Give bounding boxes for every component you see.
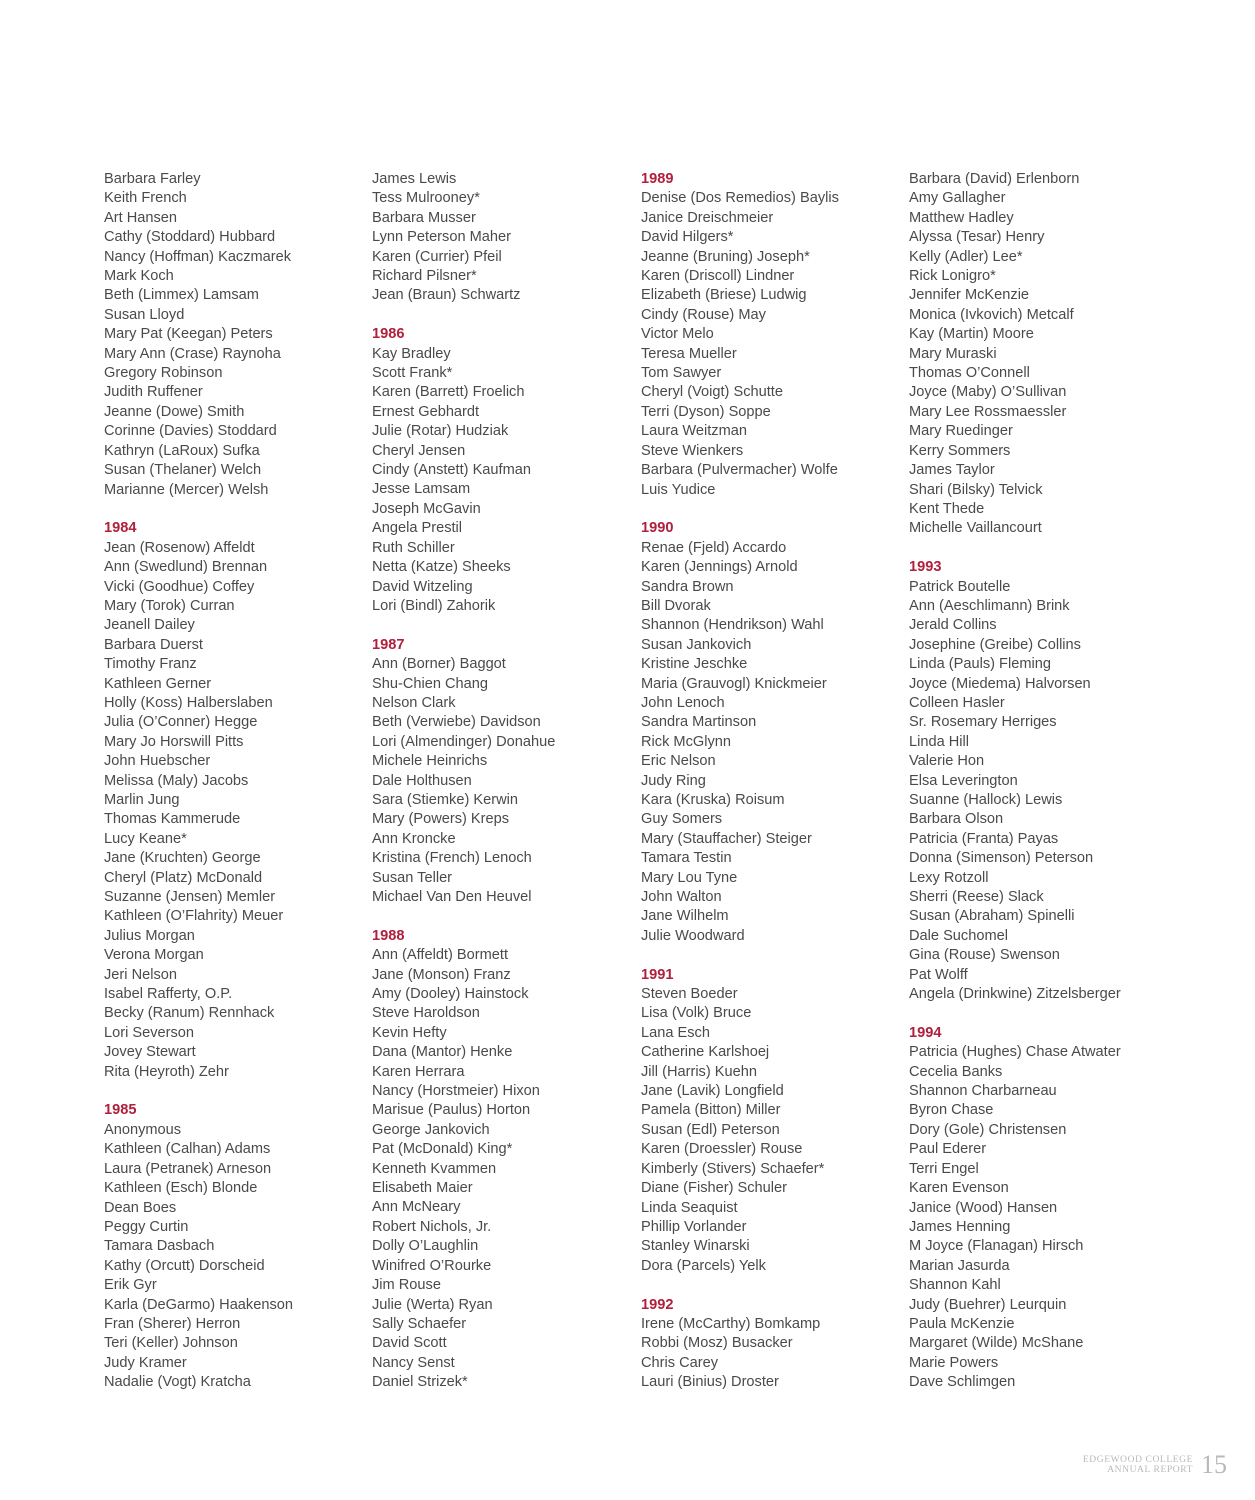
donor-name: Kathleen (Esch) Blonde bbox=[104, 1180, 258, 1197]
donor-name: Guy Somers bbox=[641, 811, 723, 828]
donor-name: Thomas O’Connell bbox=[909, 365, 1030, 382]
donor-name: Barbara Olson bbox=[909, 811, 1004, 828]
donor-name: Jeri Nelson bbox=[104, 966, 177, 983]
donor-name: Dale Suchomel bbox=[909, 927, 1008, 944]
class-year-heading: 1991 bbox=[641, 966, 674, 983]
donor-name: Nancy (Horstmeier) Hixon bbox=[372, 1083, 540, 1100]
donor-name: Paul Ederer bbox=[909, 1141, 987, 1158]
donor-name: Jeanell Dailey bbox=[104, 617, 195, 634]
donor-name: Jane (Lavik) Longfield bbox=[641, 1083, 784, 1100]
donor-name: Colleen Hasler bbox=[909, 694, 1005, 711]
donor-name: Mary Muraski bbox=[909, 345, 997, 362]
donor-name: Julie (Werta) Ryan bbox=[372, 1296, 493, 1313]
donor-name: Sally Schaefer bbox=[372, 1315, 467, 1332]
donor-name: James Taylor bbox=[909, 462, 995, 479]
class-year-heading: 1993 bbox=[909, 559, 942, 576]
donor-name: George Jankovich bbox=[372, 1121, 490, 1138]
report-name: ANNUAL REPORT bbox=[1107, 1465, 1193, 1475]
donor-name: Robbi (Mosz) Busacker bbox=[641, 1335, 793, 1352]
donor-name: Shannon (Hendrikson) Wahl bbox=[641, 617, 824, 634]
donor-column-2 bbox=[372, 170, 555, 1393]
donor-name: Corinne (Davies) Stoddard bbox=[104, 423, 277, 440]
donor-name: Nancy Senst bbox=[372, 1354, 455, 1371]
donor-name: Lauri (Binius) Droster bbox=[641, 1374, 779, 1391]
donor-name: Isabel Rafferty, O.P. bbox=[104, 986, 233, 1003]
donor-name: Marlin Jung bbox=[104, 791, 180, 808]
donor-name: Tamara Testin bbox=[641, 850, 732, 867]
donor-name: Lucy Keane* bbox=[104, 830, 187, 847]
class-year-heading: 1994 bbox=[909, 1024, 942, 1041]
donor-name: Elisabeth Maier bbox=[372, 1180, 473, 1197]
donor-name: Holly (Koss) Halberslaben bbox=[104, 694, 273, 711]
donor-name: Judy (Buehrer) Leurquin bbox=[909, 1296, 1067, 1313]
donor-name: Amy (Dooley) Hainstock bbox=[372, 986, 529, 1003]
donor-name: Cheryl (Platz) McDonald bbox=[104, 869, 263, 886]
donor-name: Kathleen (O’Flahrity) Meuer bbox=[104, 908, 284, 925]
donor-name: Lisa (Volk) Bruce bbox=[641, 1005, 752, 1022]
donor-name: Ann (Borner) Baggot bbox=[372, 656, 506, 673]
donor-name: Kay Bradley bbox=[372, 345, 451, 362]
donor-name: Sherri (Reese) Slack bbox=[909, 889, 1044, 906]
donor-name: Mary Lou Tyne bbox=[641, 869, 738, 886]
donor-column-4 bbox=[909, 170, 1121, 1393]
donor-name: Linda Hill bbox=[909, 733, 970, 750]
donor-name: Shannon Kahl bbox=[909, 1277, 1001, 1294]
donor-name: Nadalie (Vogt) Kratcha bbox=[104, 1374, 251, 1391]
donor-name: Dave Schlimgen bbox=[909, 1374, 1016, 1391]
class-year-heading: 1985 bbox=[104, 1102, 137, 1119]
donor-name: Steven Boeder bbox=[641, 986, 738, 1003]
donor-name: Fran (Sherer) Herron bbox=[104, 1315, 241, 1332]
donor-name: Mary Pat (Keegan) Peters bbox=[104, 326, 273, 343]
donor-name: Paula McKenzie bbox=[909, 1315, 1015, 1332]
donor-name: Ann Kroncke bbox=[372, 830, 456, 847]
donor-name: Richard Pilsner* bbox=[372, 268, 477, 285]
donor-name: Nancy (Hoffman) Kaczmarek bbox=[104, 248, 292, 265]
donor-name: Rick McGlynn bbox=[641, 733, 732, 750]
donor-name: John Huebscher bbox=[104, 753, 211, 770]
donor-name: Ann (Swedlund) Brennan bbox=[104, 559, 268, 576]
donor-name: Karen (Driscoll) Lindner bbox=[641, 268, 795, 285]
donor-name: Rick Lonigro* bbox=[909, 268, 996, 285]
donor-name: Mary Jo Horswill Pitts bbox=[104, 733, 244, 750]
donor-name: Phillip Vorlander bbox=[641, 1218, 747, 1235]
donor-name: Terri (Dyson) Soppe bbox=[641, 403, 771, 420]
donor-name: M Joyce (Flanagan) Hirsch bbox=[909, 1238, 1084, 1255]
donor-name: Jeanne (Bruning) Joseph* bbox=[641, 248, 810, 265]
donor-name: Ann (Affeldt) Bormett bbox=[372, 947, 508, 964]
donor-name: Michele Heinrichs bbox=[372, 753, 488, 770]
donor-name: Robert Nichols, Jr. bbox=[372, 1218, 492, 1235]
donor-name: Joyce (Maby) O’Sullivan bbox=[909, 384, 1067, 401]
donor-name: Shari (Bilsky) Telvick bbox=[909, 481, 1043, 498]
donor-name: James Henning bbox=[909, 1218, 1011, 1235]
donor-name: Josephine (Greibe) Collins bbox=[909, 636, 1081, 653]
donor-name: Margaret (Wilde) McShane bbox=[909, 1335, 1084, 1352]
donor-name: Judy Kramer bbox=[104, 1354, 187, 1371]
donor-name: Dora (Parcels) Yelk bbox=[641, 1257, 766, 1274]
donor-name: Lori Severson bbox=[104, 1024, 195, 1041]
donor-name: Mary (Stauffacher) Steiger bbox=[641, 830, 812, 847]
donor-name: Jean (Rosenow) Affeldt bbox=[104, 539, 255, 556]
donor-name: Julie (Rotar) Hudziak bbox=[372, 423, 509, 440]
donor-name: John Walton bbox=[641, 889, 722, 906]
donor-name: Chris Carey bbox=[641, 1354, 719, 1371]
donor-name: Karla (DeGarmo) Haakenson bbox=[104, 1296, 293, 1313]
donor-name: Kristine Jeschke bbox=[641, 656, 748, 673]
donor-name: Byron Chase bbox=[909, 1102, 994, 1119]
donor-name: Mark Koch bbox=[104, 268, 174, 285]
donor-name: Gregory Robinson bbox=[104, 365, 223, 382]
donor-name: Maria (Grauvogl) Knickmeier bbox=[641, 675, 827, 692]
donor-name: Karen Herrara bbox=[372, 1063, 465, 1080]
donor-name: Jesse Lamsam bbox=[372, 481, 471, 498]
donor-name: Patricia (Franta) Payas bbox=[909, 830, 1059, 847]
donor-name: Susan (Abraham) Spinelli bbox=[909, 908, 1075, 925]
donor-name: Susan Lloyd bbox=[104, 306, 185, 323]
donor-name: Melissa (Maly) Jacobs bbox=[104, 772, 249, 789]
donor-name: Alyssa (Tesar) Henry bbox=[909, 229, 1045, 246]
donor-column-1 bbox=[104, 170, 293, 1393]
donor-name: Patricia (Hughes) Chase Atwater bbox=[909, 1044, 1121, 1061]
donor-name: Angela (Drinkwine) Zitzelsberger bbox=[909, 986, 1121, 1003]
donor-name: Laura (Petranek) Arneson bbox=[104, 1160, 272, 1177]
donor-name: Kay (Martin) Moore bbox=[909, 326, 1034, 343]
donor-name: Daniel Strizek* bbox=[372, 1374, 468, 1391]
donor-name: Irene (McCarthy) Bomkamp bbox=[641, 1315, 821, 1332]
donor-name: Shu-Chien Chang bbox=[372, 675, 489, 692]
donor-name: Beth (Limmex) Lamsam bbox=[104, 287, 259, 304]
donor-name: Jean (Braun) Schwartz bbox=[372, 287, 521, 304]
donor-name: Laura Weitzman bbox=[641, 423, 747, 440]
donor-name: Lexy Rotzoll bbox=[909, 869, 989, 886]
donor-name: Ernest Gebhardt bbox=[372, 403, 480, 420]
donor-name: Susan Teller bbox=[372, 869, 453, 886]
donor-name: Jane Wilhelm bbox=[641, 908, 729, 925]
donor-name: Mary Ann (Crase) Raynoha bbox=[104, 345, 281, 362]
donor-name: Mary Lee Rossmaessler bbox=[909, 403, 1067, 420]
donor-name: Cathy (Stoddard) Hubbard bbox=[104, 229, 276, 246]
donor-name: Marian Jasurda bbox=[909, 1257, 1010, 1274]
donor-name: Janice Dreischmeier bbox=[641, 209, 774, 226]
donor-name: Barbara Farley bbox=[104, 171, 201, 187]
donor-name: Kathleen Gerner bbox=[104, 675, 212, 692]
donor-name: Tess Mulrooney* bbox=[372, 190, 480, 207]
donor-column-3 bbox=[641, 170, 839, 1393]
donor-name: Nelson Clark bbox=[372, 694, 456, 711]
donor-name: Cindy (Rouse) May bbox=[641, 306, 766, 323]
class-year-heading: 1984 bbox=[104, 520, 137, 537]
donor-name: Netta (Katze) Sheeks bbox=[372, 559, 511, 576]
donor-name: Thomas Kammerude bbox=[104, 811, 241, 828]
donor-name: Amy Gallagher bbox=[909, 190, 1006, 207]
class-year-heading: 1987 bbox=[372, 636, 405, 653]
donor-name: Barbara (Pulvermacher) Wolfe bbox=[641, 462, 838, 479]
donor-name: Anonymous bbox=[104, 1121, 182, 1138]
donor-name: Suanne (Hallock) Lewis bbox=[909, 791, 1063, 808]
publication-name bbox=[1083, 1455, 1193, 1475]
donor-name: Michael Van Den Heuvel bbox=[372, 889, 532, 905]
donor-name: Sandra Martinson bbox=[641, 714, 757, 731]
donor-name: Marianne (Mercer) Welsh bbox=[104, 481, 269, 498]
donor-name: Dory (Gole) Christensen bbox=[909, 1121, 1067, 1138]
class-year-heading: 1992 bbox=[641, 1296, 674, 1313]
donor-name: Bill Dvorak bbox=[641, 597, 711, 614]
donor-name: Jane (Monson) Franz bbox=[372, 966, 511, 983]
donor-name: Tamara Dasbach bbox=[104, 1238, 215, 1255]
donor-name: Karen (Jennings) Arnold bbox=[641, 559, 798, 576]
donor-name: Luis Yudice bbox=[641, 481, 716, 498]
donor-name: Becky (Ranum) Rennhack bbox=[104, 1005, 275, 1022]
donor-name: Lori (Almendinger) Donahue bbox=[372, 733, 556, 750]
donor-name: Kathleen (Calhan) Adams bbox=[104, 1141, 271, 1158]
page-footer bbox=[1083, 1452, 1227, 1478]
donor-name: Pamela (Bitton) Miller bbox=[641, 1102, 781, 1119]
donor-name: Suzanne (Jensen) Memler bbox=[104, 889, 276, 906]
donor-name: James Lewis bbox=[372, 171, 457, 187]
donor-name: Kent Thede bbox=[909, 500, 985, 517]
donor-name: Janice (Wood) Hansen bbox=[909, 1199, 1058, 1216]
donor-name: Cheryl Jensen bbox=[372, 442, 466, 459]
donor-name: Erik Gyr bbox=[104, 1277, 157, 1294]
donor-name: Peggy Curtin bbox=[104, 1218, 189, 1235]
donor-name: Ann (Aeschlimann) Brink bbox=[909, 597, 1070, 614]
donor-name: Michelle Vaillancourt bbox=[909, 520, 1042, 537]
donor-name: Pat (McDonald) King* bbox=[372, 1141, 513, 1158]
donor-name: Sr. Rosemary Herriges bbox=[909, 714, 1057, 731]
donor-name: Pat Wolff bbox=[909, 966, 968, 983]
donor-name: Linda Seaquist bbox=[641, 1199, 738, 1216]
donor-name: Marisue (Paulus) Horton bbox=[372, 1102, 531, 1119]
org-name: EDGEWOOD COLLEGE bbox=[1082, 1455, 1193, 1465]
donor-name: Joyce (Miedema) Halvorsen bbox=[909, 675, 1091, 692]
donor-name: Dana (Mantor) Henke bbox=[372, 1044, 513, 1061]
donor-name: Kara (Kruska) Roisum bbox=[641, 791, 785, 808]
donor-name: Valerie Hon bbox=[909, 753, 985, 770]
donor-name: Dale Holthusen bbox=[372, 772, 472, 789]
donor-name: Angela Prestil bbox=[372, 520, 463, 537]
donor-name: Dolly O’Laughlin bbox=[372, 1238, 479, 1255]
donor-name: Tom Sawyer bbox=[641, 365, 722, 382]
donor-name: Barbara Duerst bbox=[104, 636, 203, 653]
donor-name: Jerald Collins bbox=[909, 617, 997, 634]
donor-name: Gina (Rouse) Swenson bbox=[909, 947, 1060, 964]
donor-name: Elsa Leverington bbox=[909, 772, 1018, 789]
donor-name: Steve Haroldson bbox=[372, 1005, 480, 1022]
donor-name: Keith French bbox=[104, 190, 187, 207]
donor-name: Jennifer McKenzie bbox=[909, 287, 1030, 304]
donor-name: Kenneth Kvammen bbox=[372, 1160, 497, 1177]
donor-name: Lynn Peterson Maher bbox=[372, 229, 511, 246]
donor-name: Kristina (French) Lenoch bbox=[372, 850, 532, 867]
donor-name: Ruth Schiller bbox=[372, 539, 455, 556]
donor-name: David Witzeling bbox=[372, 578, 473, 595]
donor-name: Terri Engel bbox=[909, 1160, 979, 1177]
donor-name: Jovey Stewart bbox=[104, 1044, 196, 1061]
donor-name: Ann McNeary bbox=[372, 1199, 461, 1216]
donor-name: Kelly (Adler) Lee* bbox=[909, 248, 1023, 265]
donor-name: Renae (Fjeld) Accardo bbox=[641, 539, 787, 556]
donor-name: Jill (Harris) Kuehn bbox=[641, 1063, 757, 1080]
donor-name: Winifred O’Rourke bbox=[372, 1257, 492, 1274]
donor-name: Mary (Torok) Curran bbox=[104, 597, 235, 614]
donor-name: Art Hansen bbox=[104, 209, 178, 226]
donor-name: Teresa Mueller bbox=[641, 345, 737, 362]
donor-name: Susan (Thelaner) Welch bbox=[104, 462, 262, 479]
donor-name: Kerry Sommers bbox=[909, 442, 1011, 459]
donor-name: Verona Morgan bbox=[104, 947, 204, 964]
donor-name: Linda (Pauls) Fleming bbox=[909, 656, 1051, 673]
donor-name: Cheryl (Voigt) Schutte bbox=[641, 384, 783, 401]
donor-name: Kevin Hefty bbox=[372, 1024, 447, 1041]
donor-name: Barbara (David) Erlenborn bbox=[909, 171, 1080, 187]
class-year-heading: 1988 bbox=[372, 927, 405, 944]
donor-name: Vicki (Goodhue) Coffey bbox=[104, 578, 255, 595]
class-year-heading: 1989 bbox=[641, 171, 674, 187]
donor-name: Barbara Musser bbox=[372, 209, 476, 226]
donor-name: Monica (Ivkovich) Metcalf bbox=[909, 306, 1074, 323]
donor-name: Susan Jankovich bbox=[641, 636, 752, 653]
donor-name: Eric Nelson bbox=[641, 753, 716, 770]
donor-name: Kimberly (Stivers) Schaefer* bbox=[641, 1160, 825, 1177]
donor-name: Catherine Karlshoej bbox=[641, 1044, 770, 1061]
donor-name: Denise (Dos Remedios) Baylis bbox=[641, 190, 839, 207]
donor-name: Kathryn (LaRoux) Sufka bbox=[104, 442, 260, 459]
donor-name: Lana Esch bbox=[641, 1024, 710, 1041]
donor-name: Shannon Charbarneau bbox=[909, 1083, 1057, 1100]
donor-name: Steve Wienkers bbox=[641, 442, 744, 459]
donor-name: Beth (Verwiebe) Davidson bbox=[372, 714, 541, 731]
donor-name: Mary Ruedinger bbox=[909, 423, 1013, 440]
donor-name: Dean Boes bbox=[104, 1199, 177, 1216]
donor-name: Lori (Bindl) Zahorik bbox=[372, 597, 496, 614]
donor-name: Elizabeth (Briese) Ludwig bbox=[641, 287, 807, 304]
donor-name: Victor Melo bbox=[641, 326, 714, 343]
donor-name: Judy Ring bbox=[641, 772, 706, 789]
donor-name: Diane (Fisher) Schuler bbox=[641, 1180, 787, 1197]
donor-name: Karen (Currier) Pfeil bbox=[372, 248, 502, 265]
donor-name: Joseph McGavin bbox=[372, 500, 481, 517]
donor-name: John Lenoch bbox=[641, 694, 725, 711]
donor-name: Julius Morgan bbox=[104, 927, 195, 944]
class-year-heading: 1990 bbox=[641, 520, 674, 537]
donor-name: Susan (Edl) Peterson bbox=[641, 1121, 780, 1138]
donor-name: Judith Ruffener bbox=[104, 384, 203, 401]
class-year-heading: 1986 bbox=[372, 326, 405, 343]
donor-name: Karen Evenson bbox=[909, 1180, 1009, 1197]
donor-name: Sara (Stiemke) Kerwin bbox=[372, 791, 518, 808]
donor-name: Cindy (Anstett) Kaufman bbox=[372, 462, 531, 479]
donor-name: Teri (Keller) Johnson bbox=[104, 1335, 238, 1352]
donor-name: Timothy Franz bbox=[104, 656, 197, 673]
donor-name: Jane (Kruchten) George bbox=[104, 850, 261, 867]
donor-name: Scott Frank* bbox=[372, 365, 453, 382]
donor-name: Jim Rouse bbox=[372, 1277, 441, 1294]
donor-name: Patrick Boutelle bbox=[909, 578, 1011, 595]
donor-name: Jeanne (Dowe) Smith bbox=[104, 403, 245, 420]
donor-name: Rita (Heyroth) Zehr bbox=[104, 1063, 229, 1080]
donor-name: Marie Powers bbox=[909, 1354, 999, 1371]
donor-name: Karen (Barrett) Froelich bbox=[372, 384, 525, 401]
donor-name: Cecelia Banks bbox=[909, 1063, 1003, 1080]
donor-name: Stanley Winarski bbox=[641, 1238, 750, 1255]
donor-name: David Scott bbox=[372, 1335, 447, 1352]
donor-name: Donna (Simenson) Peterson bbox=[909, 850, 1094, 867]
donor-name: Matthew Hadley bbox=[909, 209, 1014, 226]
donor-name: Karen (Droessler) Rouse bbox=[641, 1141, 803, 1158]
page-number: 15 bbox=[1201, 1450, 1227, 1479]
donor-name: Mary (Powers) Kreps bbox=[372, 811, 510, 828]
donor-name: Julia (O’Conner) Hegge bbox=[104, 714, 258, 731]
donor-name: Julie Woodward bbox=[641, 927, 745, 944]
donor-name: David Hilgers* bbox=[641, 229, 734, 246]
donor-name: Sandra Brown bbox=[641, 578, 734, 595]
donor-name: Kathy (Orcutt) Dorscheid bbox=[104, 1257, 265, 1274]
